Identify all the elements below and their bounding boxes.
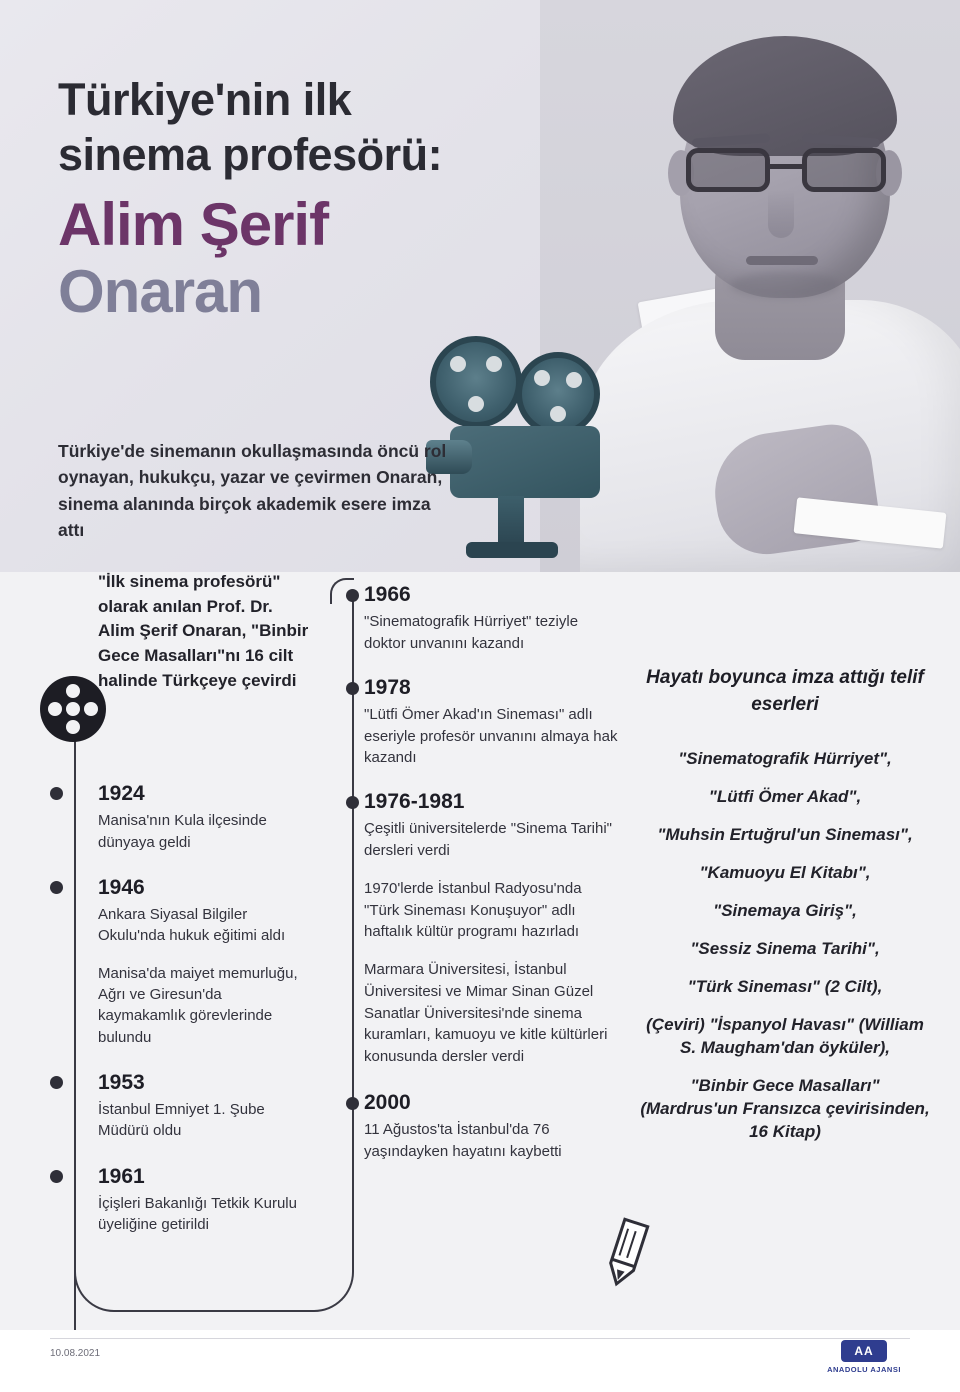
agency-logo [818, 1340, 910, 1376]
middle-extra-text-2: Marmara Üniversitesi, İstanbul Üniversitesi ve Mimar Sinan Güzel Sanatlar Üniversitesi'nde sinema kuramları, kamuoyu ve kitle kültürleri konusunda dersler verdi [364, 961, 608, 1066]
timeline-text: Manisa'nın Kula ilçesinde dünyaya geldi [98, 812, 267, 851]
nose-shape [768, 190, 794, 238]
timeline-year: 1966 [364, 583, 411, 606]
glasses-bridge [770, 164, 802, 169]
timeline-item [40, 875, 310, 1048]
timeline-text: 11 Ağustos'ta İstanbul'da 76 yaşındayken hayatını kaybetti [364, 1121, 562, 1160]
timeline-text: İstanbul Emniyet 1. Şube Müdürü oldu [98, 1101, 265, 1140]
timeline-year: 2000 [364, 1090, 411, 1114]
timeline-year: 1976-1981 [364, 790, 465, 814]
lens-left [686, 148, 770, 192]
logo-badge: AA [841, 1340, 887, 1362]
timeline-dot [346, 796, 359, 809]
work-item: "Sessiz Sinema Tarihi", [690, 938, 880, 958]
timeline-year: 1946 [98, 875, 145, 899]
timeline-year: 1953 [98, 1070, 145, 1094]
timeline-text: İçişleri Bakanlığı Tetkik Kurulu üyeliğine getirildi [98, 1194, 297, 1234]
work-item: (Çeviri) "İspanyol Havası" (William S. Maugham'dan öyküler), [646, 1014, 924, 1057]
lens-right [802, 148, 886, 192]
projector-reel-1 [430, 336, 522, 428]
timeline-item [40, 1070, 310, 1142]
projector-body [450, 426, 600, 498]
highlight-quote: "İlk sinema profesörü" olarak anılan Prof. Dr. Alim Şerif Onaran, "Binbir Gece Masalları"nı 16 cilt halinde Türkçeye çevirdi [98, 572, 309, 690]
work-item: "Sinematografik Hürriyet", [678, 749, 892, 769]
subject-name-line-2: Onaran [58, 257, 263, 325]
work-item: "Binbir Gece Masalları" (Mardrus'un Fransızca çevirisinden, 16 Kitap) [640, 1075, 930, 1141]
timeline-item [330, 1090, 620, 1163]
timeline-dot [346, 682, 359, 695]
middle-extra-text-1: 1970'lerde İstanbul Radyosu'nda "Türk Sineması Konuşuyor" adlı haftalık kültür programı hazırladı [364, 879, 582, 941]
timeline-dot [50, 1076, 63, 1089]
publish-date: 10.08.2021 [50, 1348, 101, 1359]
timeline-dot [346, 589, 359, 602]
title-line-2: sinema profesörü: [58, 129, 443, 181]
footer-divider [50, 1338, 910, 1339]
timeline-item [330, 789, 620, 862]
chin-shadow [730, 272, 840, 298]
timeline-text: Ankara Siyasal Bilgiler Okulu'nda hukuk eğitimi aldı [98, 906, 286, 945]
timeline-dot [50, 1170, 63, 1183]
work-item: "Lütfi Ömer Akad", [708, 787, 862, 807]
middle-timeline-column [330, 582, 620, 1183]
title-line-1: Türkiye'nin ilk [58, 74, 352, 125]
timeline-year: 1924 [98, 782, 145, 806]
body-section [0, 560, 960, 1340]
projector-base [466, 542, 558, 558]
hero-section [0, 0, 960, 572]
work-item: "Sinemaya Giriş", [713, 900, 857, 920]
timeline-item [40, 1164, 310, 1236]
timeline-year: 1961 [98, 1164, 145, 1188]
timeline-extra-text: Manisa'da maiyet memurluğu, Ağrı ve Giresun'da kaymakamlık görevlerinde bulundu [98, 964, 298, 1046]
mouth-shape [746, 256, 818, 265]
timeline-year: 1978 [364, 675, 411, 699]
left-timeline-column [40, 570, 310, 1236]
works-title: Hayatı boyunca imza attığı telif eserleri [646, 667, 924, 715]
work-item: "Türk Sineması" (2 Cilt), [687, 976, 883, 996]
timeline-item [330, 675, 620, 769]
projector-reel-2 [516, 352, 600, 436]
timeline-dot [50, 787, 63, 800]
subject-name-line-1: Alim Şerif [58, 190, 329, 258]
footer [0, 1330, 960, 1392]
glasses-icon [686, 148, 886, 192]
pencil-icon [591, 1213, 666, 1297]
timeline-text: Çeşitli üniversitelerde "Sinema Tarihi" dersleri verdi [364, 820, 612, 860]
subtitle-text: Türkiye'de sinemanın okullaşmasında öncü rol oynayan, hukukçu, yazar ve çevirmen Onaran, sinema alanında birçok akademik esere imza attı [58, 441, 447, 540]
timeline-item [330, 582, 620, 655]
timeline-text: "Lütfi Ömer Akad'ın Sineması" adlı eseriyle profesör unvanını almaya hak kazandı [364, 705, 618, 767]
logo-text: ANADOLU AJANSI [827, 1365, 901, 1374]
work-item: "Muhsin Ertuğrul'un Sineması", [657, 825, 913, 845]
timeline-spine-curve-2 [254, 1260, 354, 1312]
work-item: "Kamuoyu El Kitabı", [699, 863, 871, 882]
works-column [640, 665, 930, 1143]
timeline-text: "Sinematografik Hürriyet" teziyle doktor unvanını kazandı [364, 613, 579, 652]
title-block [58, 72, 678, 325]
timeline-dot [346, 1097, 359, 1110]
timeline-dot [50, 881, 63, 894]
timeline-item [40, 781, 310, 853]
projector-stand [498, 496, 524, 548]
